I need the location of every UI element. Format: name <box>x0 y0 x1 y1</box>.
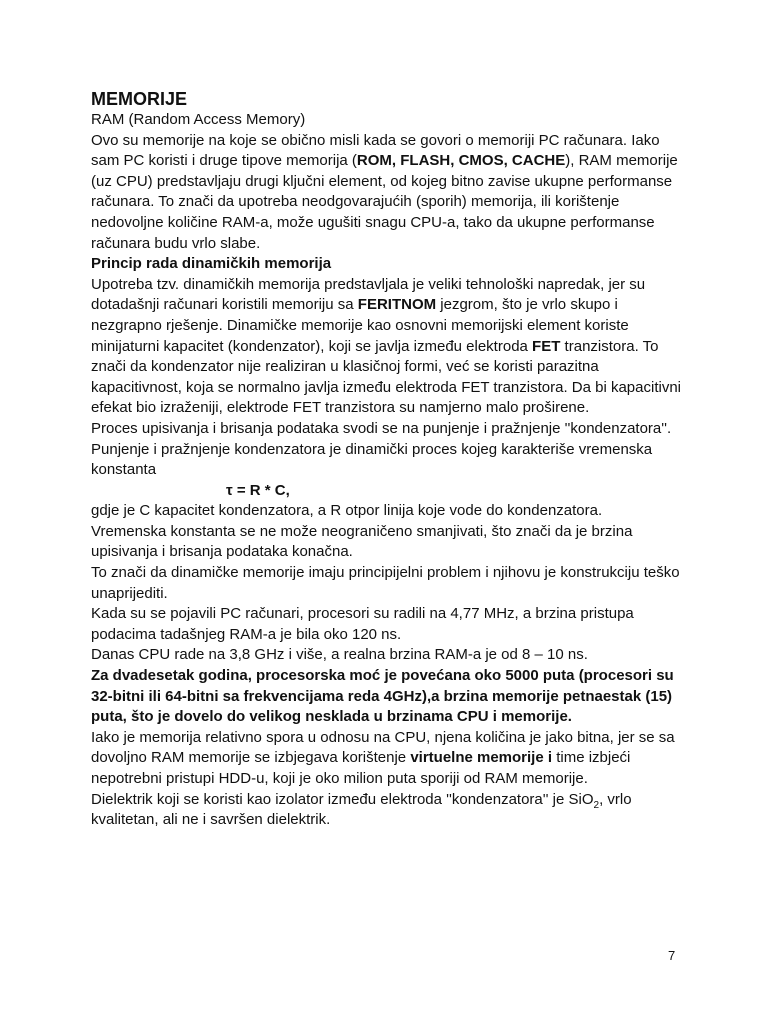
text-run: Upotreba tzv. dinamičkih memorija predstavljala je veliki tehnološki napredak, jer su dotadašnji računari koristili memoriju sa <box>91 275 646 314</box>
paragraph-ram-intro <box>91 131 681 255</box>
bold-run-fet: FET <box>532 337 561 355</box>
paragraph-dielectric <box>91 790 681 831</box>
bold-run-virtual-memory: virtuelne memorije i <box>410 749 553 767</box>
bold-run-feritnom: FERITNOM <box>357 296 437 314</box>
text-run: tranzistora. To znači da kondenzator nije realiziran u klasičnoj formi, već se koristi parazitna kapacitivnost, koja se normalno javlja između elektroda FET tranzistora. Da bi kapacitivni efekat bio izraženiji, elektrode FET tranzistora su namjerno malo proširene. <box>91 337 681 417</box>
text-run: Ovo su memorije na koje se obično misli kada se govori o memoriji PC računara. Iako sam PC koristi i druge tipove memorija ( <box>91 131 660 170</box>
subscript-two: 2 <box>593 799 600 811</box>
page-title: MEMORIJE <box>91 89 188 109</box>
paragraph-cpu-today: Danas CPU rade na 3,8 GHz i više, a realna brzina RAM-a je od 8 – 10 ns. <box>91 646 588 664</box>
bold-run-memory-types: ROM, FLASH, CMOS, CACHE <box>356 152 566 170</box>
time-constant-formula: τ = R * C, <box>226 481 290 499</box>
paragraph-performance-gap <box>91 666 681 728</box>
text-run: Iako je memorija relativno spora u odnosu na CPU, njena količina je jako bitna, jer se sa dovoljno RAM memorije se izbjegava korištenje <box>91 728 675 767</box>
text-run: jezgrom, što je vrlo skupo i nezgrapno rješenje. Dinamičke memorije kao osnovni memorijski element koriste minijaturni kapacitet (kondenzator), koji se javlja između elektroda <box>91 296 629 355</box>
text-run: Dielektrik koji se koristi kao izolator između elektroda ''kondenzatora'' je SiO <box>91 790 594 808</box>
page-number: 7 <box>668 948 676 963</box>
paragraph-formula-explanation: gdje je C kapacitet kondenzatora, a R otpor linija koje vode do kondenzatora. <box>91 502 603 520</box>
bold-run-performance-gap: Za dvadesetak godina, procesorska moć je povećana oko 5000 puta (procesori su 32-bitni ili 64-bitni sa frekvencijama reda 4GHz),a brzina memorije petnaestak (15) puta, što je dovelo do velikog nesklada u brzinama CPU i memorije. <box>91 667 674 726</box>
paragraph-virtual-memory <box>91 728 681 790</box>
document-page <box>91 88 681 831</box>
text-run: , vrlo kvalitetan, ali ne i savršen dielektrik. <box>91 790 632 829</box>
text-run: ), RAM memorije (uz CPU) predstavljaju drugi ključni element, od kojeg bitno zavise ukupne performanse računara. To znači da upotreba neodgovarajućih (sporih) memorija, ili korištenje nedovoljne količine RAM-a, može ugušiti snagu CPU-a, tako da ukupne performanse računara budu vrlo slabe. <box>91 152 678 252</box>
section-heading-dynamic: Princip rada dinamičkih memorija <box>91 255 332 273</box>
paragraph-time-constant: Vremenska konstanta se ne može neograničeno smanjivati, što znači da je brzina upisivanja i brisanja podataka konačna. <box>91 522 633 561</box>
section-heading-ram: RAM (Random Access Memory) <box>91 111 306 128</box>
text-run: time izbjeći nepotrebni pristupi HDD-u, koji je oko milion puta sporiji od RAM memorije. <box>91 749 631 787</box>
paragraph-pc-history: Kada su se pojavili PC računari, procesori su radili na 4,77 MHz, a brzina pristupa podacima tadašnjeg RAM-a je bila oko 120 ns. <box>91 605 634 643</box>
paragraph-dynamic-memory <box>91 275 681 419</box>
paragraph-dynamic-problem: To znači da dinamičke memorije imaju principijelni problem i njihovu je konstrukciju teško unaprijediti. <box>91 564 680 602</box>
paragraph-charging-process: Proces upisivanja i brisanja podataka svodi se na punjenje i pražnjenje ''kondenzatora''. Punjenje i pražnjenje kondenzatora je dinamički proces kojeg karakteriše vremenska konstanta <box>91 419 672 479</box>
